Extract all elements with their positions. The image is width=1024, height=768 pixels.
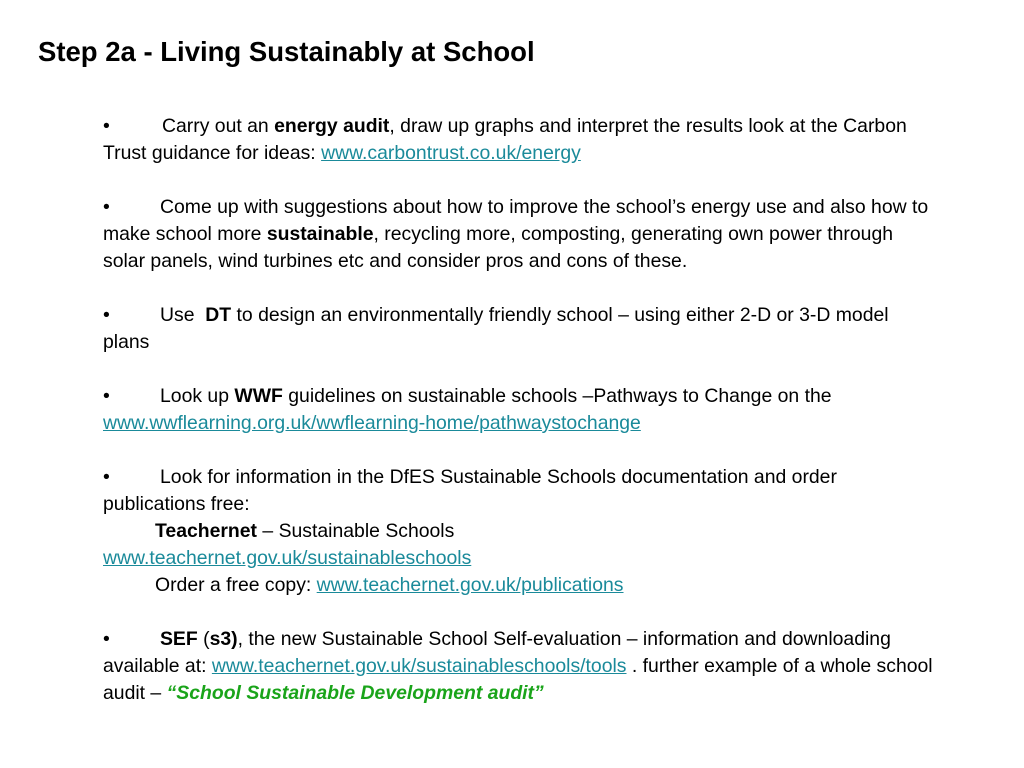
- bullet-marker: •: [103, 385, 110, 407]
- bullet-text: Use: [160, 304, 206, 326]
- bullet-text: to design an environmentally friendly school – using either 2-D or 3-D model plans: [103, 304, 889, 353]
- link-carbontrust[interactable]: www.carbontrust.co.uk/energy: [321, 142, 581, 164]
- bullet-text: Order a free copy:: [155, 574, 317, 596]
- bullet-wwf: [103, 383, 935, 437]
- bullet-text: , recycling more, composting, generating own power through solar panels, wind turbines etc and consider pros and cons of these.: [103, 223, 894, 272]
- bullet-text: guidelines on sustainable schools –Pathways to Change on the: [282, 385, 832, 407]
- bold-term-energy-audit: energy audit: [274, 115, 390, 137]
- bold-term-sef: SEF: [160, 628, 198, 650]
- bullet-text: – Sustainable Schools: [257, 520, 455, 542]
- bullet-suggestions: [103, 194, 935, 275]
- bullet-text: . further example of a whole school audit –: [103, 655, 933, 704]
- link-teachernet-tools[interactable]: www.teachernet.gov.uk/sustainableschools/tools: [211, 655, 627, 677]
- bullet-marker: •: [103, 466, 110, 488]
- bullet-text: (: [197, 628, 210, 650]
- bullet-sef: [103, 626, 935, 707]
- bullet-marker: •: [103, 304, 110, 326]
- highlight-audit-title: “School Sustainable Development audit”: [166, 682, 544, 704]
- bold-term-wwf: WWF: [234, 385, 283, 407]
- bullet-dfes: [103, 464, 935, 599]
- bullet-text: Look for information in the DfES Sustainable Schools documentation and order publications free:: [103, 466, 837, 515]
- link-wwflearning[interactable]: www.wwflearning.org.uk/wwflearning-home/pathwaystochange: [103, 412, 641, 434]
- bullet-text: , draw up graphs and interpret the results look at the Carbon Trust guidance for ideas:: [103, 115, 907, 164]
- link-teachernet-sustainableschools[interactable]: www.teachernet.gov.uk/sustainableschools: [103, 547, 472, 569]
- bullet-text: Come up with suggestions about how to improve the school’s energy use and also how to make school more: [103, 196, 929, 245]
- bullet-marker: •: [103, 196, 110, 218]
- link-teachernet-publications[interactable]: www.teachernet.gov.uk/publications: [316, 574, 624, 596]
- slide-title: Step 2a - Living Sustainably at School: [38, 36, 535, 67]
- bullet-text: Carry out an: [162, 115, 275, 137]
- bullet-text: Look up: [160, 385, 235, 407]
- bullet-marker: •: [103, 628, 110, 650]
- bullet-energy-audit: [103, 113, 935, 167]
- bullet-list: [103, 113, 935, 707]
- bold-term-sustainable: sustainable: [266, 223, 374, 245]
- bullet-text: , the new Sustainable School Self-evaluation – information and downloading available at:: [103, 628, 891, 677]
- bold-term-s3: s3): [209, 628, 238, 650]
- bullet-dt: [103, 302, 935, 356]
- bold-term-dt: DT: [205, 304, 232, 326]
- bullet-marker: •: [103, 115, 110, 137]
- bold-term-teachernet: Teachernet: [155, 520, 258, 542]
